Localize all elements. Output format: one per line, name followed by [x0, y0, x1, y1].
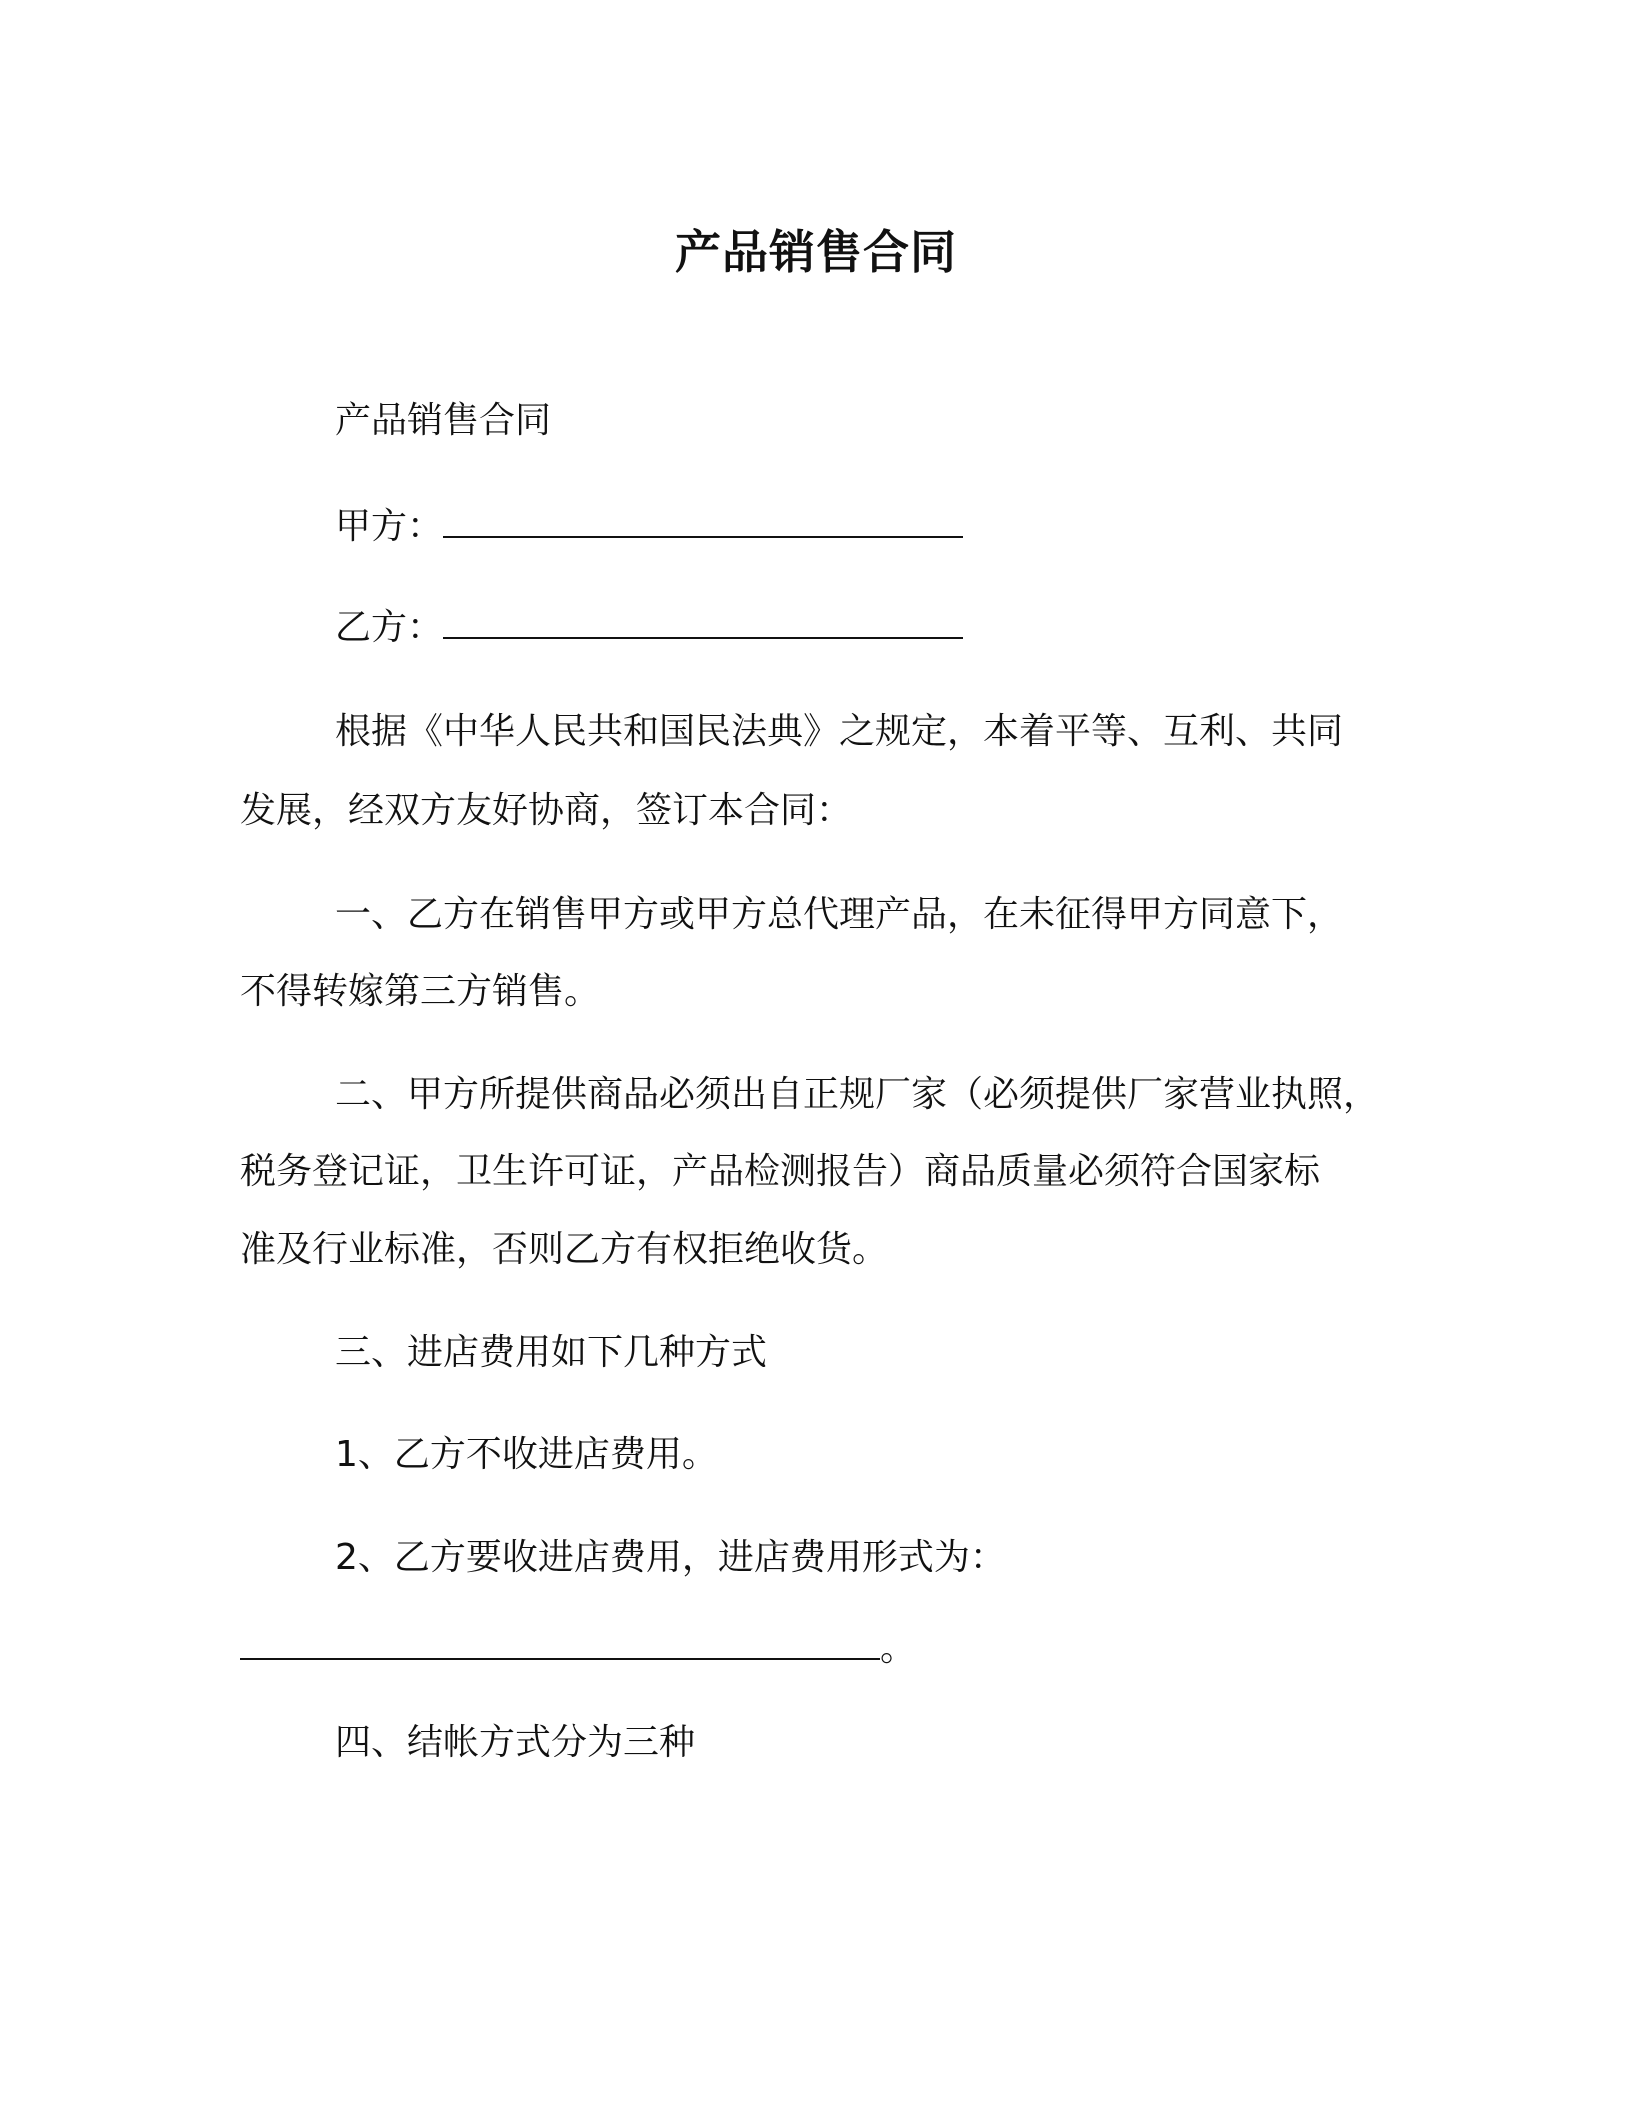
- party-b-line: [335, 603, 1495, 653]
- entry-fee-form-blank[interactable]: [240, 1628, 880, 1660]
- clause3-heading: 三、进店费用如下几种方式: [335, 1332, 768, 1373]
- clause4-heading: 四、结帐方式分为三种: [335, 1722, 696, 1763]
- clause3-item-2: 2、乙方要收进店费用，进店费用形式为：: [335, 1537, 1006, 1578]
- party-b-blank[interactable]: [443, 607, 963, 639]
- party-b-label: 乙方：: [335, 607, 444, 648]
- party-a-label: 甲方：: [335, 506, 444, 547]
- party-a-line: [335, 502, 1495, 552]
- preamble-line-2: 发展，经双方友好协商，签订本合同：: [240, 790, 853, 831]
- document-title: 产品销售合同: [675, 225, 957, 279]
- party-a-blank[interactable]: [443, 506, 963, 538]
- clause1-line-2: 不得转嫁第三方销售。: [240, 971, 601, 1012]
- clause2-line-3: 准及行业标准，否则乙方有权拒绝收货。: [240, 1229, 889, 1270]
- fill-line-period: 。: [880, 1628, 917, 1669]
- clause2-line-2: 税务登记证，卫生许可证，产品检测报告）商品质量必须符合国家标: [240, 1151, 1321, 1192]
- preamble-line-1: 根据《中华人民共和国民法典》之规定，本着平等、互利、共同: [335, 711, 1344, 752]
- subtitle: 产品销售合同: [335, 400, 552, 441]
- clause3-item-1: 1、乙方不收进店费用。: [335, 1434, 718, 1475]
- clause2-line-1: 二、甲方所提供商品必须出自正规厂家（必须提供厂家营业执照，: [335, 1074, 1380, 1115]
- clause1-line-1: 一、乙方在销售甲方或甲方总代理产品，在未征得甲方同意下，: [335, 894, 1344, 935]
- clause3-item-2-fill-line: [240, 1624, 1400, 1674]
